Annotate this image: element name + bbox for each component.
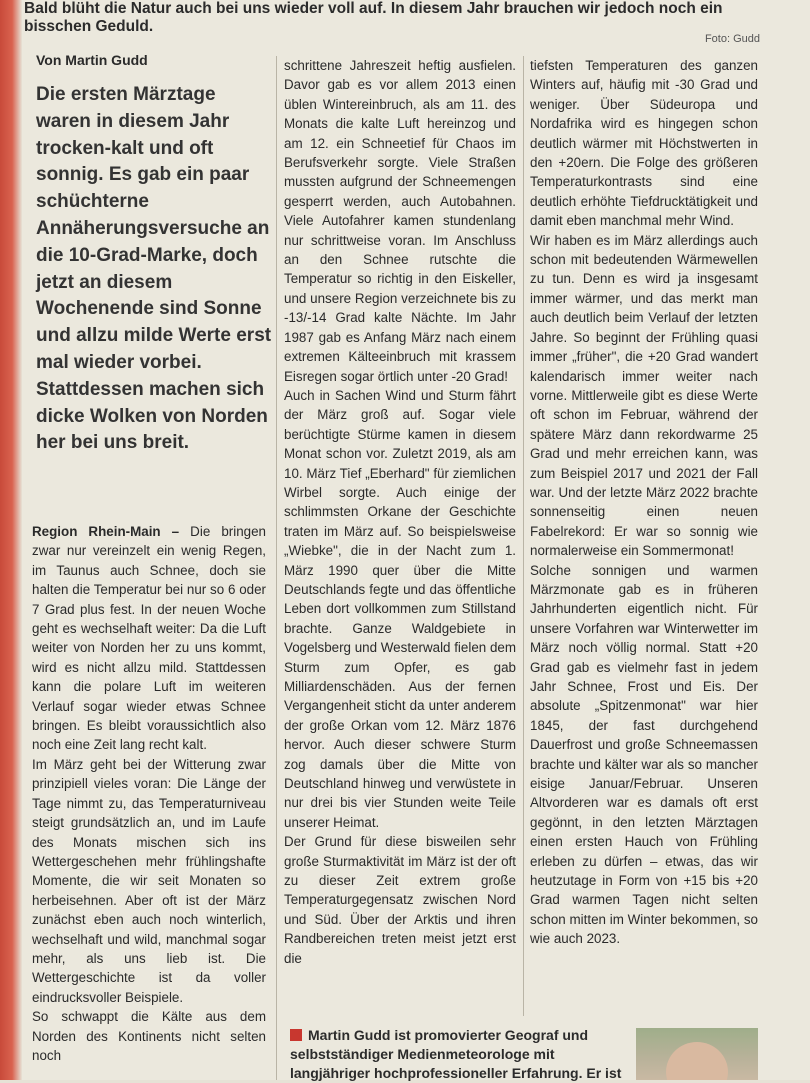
author-photo: [636, 1028, 758, 1080]
column-1-paragraph-1: [32, 522, 266, 755]
author-bio-text: Martin Gudd ist promovierter Geograf und selbstständiger Medienmeteorologe mit langjähriger hochprofessioneller Erfahrung. Er ist: [290, 1027, 622, 1081]
column-divider-1: [276, 56, 277, 1080]
lead-paragraph: Die ersten Märztage waren in diesem Jahr trocken-kalt und oft sonnig. Es gab ein paar schüchterne Annäherungsversuche an die 10-Grad-Marke, doch jetzt an diesem Wochenende sind Sonne und allzu milde Werte erst mal wieder vorbei. Stattdessen machen sich dicke Wolken von Norden her bei uns breit.: [36, 84, 272, 454]
column-2-paragraph-1: schrittene Jahreszeit heftig ausfielen. Davor gab es vor allem 2013 einen üblen Wintereinbruch, als am 11. des Monats die kalte Luft hereinzog und am 12. ein Schneetief für Chaos im Berufsverkehr sorgte. Viele Straßen mussten aufgrund der Schneemengen gesperrt werden, auch Autobahnen. Viele Autofahrer kamen stundenlang nur schrittweise voran. Im Anschluss an den Schnee rutschte die Temperatur so richtig in den Eiskeller, und unsere Region verzeichnete bis zu -13/-14 Grad kalte Nächte. Im Jahr 1987 gab es Anfang März nach einem extremen Kälteeinbruch mit krassem Eisregen sogar örtlich unter -20 Grad!: [284, 58, 516, 384]
dateline: Region Rhein-Main –: [32, 524, 180, 539]
column-3-paragraph-2: Wir haben es im März allerdings auch schon mit bedeutenden Wärmewellen zu tun. Denn es wird ja insgesamt immer wärmer, und das merkt man auch deutlich beim Verlauf der letzten Jahre. So beginnt der Frühling quasi immer „früher", die +20 Grad wandert kalendarisch immer weiter nach vorne. Mittlerweile gibt es diese Werte oft schon im Februar, während der spätere März dann rekordwarme 25 Grad und mehr erreichen kann, was zum Beispiel 2017 und 2021 der Fall war. Und der letzte März 2022 brachte sonnenseitig einen neuen Fabelrekord: Er war so sonnig wie normalerweise ein Sommermonat!: [530, 232, 758, 559]
column-1: [32, 522, 266, 1065]
column-3-paragraph-1: tiefsten Temperaturen des ganzen Winters auf, häufig mit -30 Grad und weniger. Über Südeuropa und Nordafrika wird es hingegen schon deutlich wärmer mit Höchstwerten in den +20ern. Die Folge des größeren Temperaturkontrasts sind eine deutlich erhöhte Tiefdrucktätigkeit und damit eben manchmal mehr Wind.: [530, 58, 758, 229]
photo-caption: Bald blüht die Natur auch bei uns wieder voll auf. In diesem Jahr brauchen wir jedoch noch ein bisschen Geduld.: [24, 0, 723, 35]
photo-credit: Foto: Gudd: [704, 33, 760, 45]
column-divider-2: [523, 56, 524, 1016]
column-1-text-1: Die bringen zwar nur vereinzelt ein wenig Regen, im Taunus auch Schnee, doch sie halten die Temperatur bei nur so 6 oder 7 Grad plus fest. In der neuen Woche geht es wechselhaft weiter: Da die Luft weiter von Norden her zu uns kommt, wird es nicht allzu mild. Stattdessen kann die polare Luft im weiteren Verlauf sogar wieder etwas Schnee bringen. Es bleibt voraussichtlich also noch eine Zeit lang recht kalt.: [32, 524, 266, 753]
author-head-shape: [666, 1042, 728, 1080]
column-2-paragraph-3: Der Grund für diese bisweilen sehr große Sturmaktivität im März ist der oft zu dieser Zeit extrem große Temperaturgegensatz zwischen Nord und Süd. Über der Arktis und ihren Randbereichen treten meist jetzt erst die: [284, 834, 516, 966]
column-3-paragraph-3: Solche sonnigen und warmen Märzmonate gab es in früheren Jahrhunderten eigentlich nicht. Für unsere Vorfahren war Winterwetter im März noch völlig normal. Statt +20 Grad gab es vielmehr fast in jedem Jahr Schnee, Frost und Eis. Der absolute „Spitzenmonat" war hier 1845, der fast durchgehend Dauerfrost und große Schneemassen brachte und kälter war als so mancher eisige Januar/Februar. Unseren Altvorderen war es damals oft erst gegönnt, in den letzten Märztagen einen ersten Hauch von Frühling erleben zu dürfen – etwas, das wir heutzutage in Form von +15 bis +20 Grad warmen Tagen nicht selten schon mitten im Winter bekommen, so wie auch 2023.: [530, 562, 758, 947]
author-bio: [290, 1026, 630, 1083]
column-2: [284, 56, 516, 968]
column-1-paragraph-2: Im März geht bei der Witterung zwar prinzipiell vieles voran: Die Länge der Tage nimmt zu, das Temperaturniveau steigt grundsätzlich an, und im Laufe des Monats mischen sich ins Wettergeschehen mehr frühlingshafte Momente, die wir seit Monaten so herbeisehnen. Aber oft ist der März zunächst eben auch noch winterlich, wechselhaft und wild, manchmal sogar mehr, als uns lieb ist. Die Wettergeschichte ist da voller eindrucksvoller Beispiele.: [32, 756, 266, 1005]
column-3: [530, 56, 758, 949]
column-2-paragraph-2: Auch in Sachen Wind und Sturm fährt der März groß auf. Sogar viele berüchtigte Stürme kamen in diesem Monat schon vor. Zuletzt 2019, als am 10. März Tief „Eberhard" für ziemlichen Wirbel sorgte. Auch einige der schlimmsten Orkane der Geschichte traten im März auf. So beispielsweise „Wiebke", die in der Nacht zum 1. März 1990 quer über die Mitte Deutschlands fegte und das öffentliche Leben dort vollkommen zum Stillstand brachte. Ganze Waldgebiete in Vogelsberg und Westerwald fielen dem Sturm zum Opfer, es gab Milliardenschäden. Aus der fernen Vergangenheit sticht da unter anderem der große Orkan vom 12. März 1876 hervor. Auch dieser schwere Sturm zog damals über die Mitte von Deutschland hinweg und verwüstete in nur drei bis vier Stunden weite Teile unserer Heimat.: [284, 387, 516, 830]
page-edge-strip: [0, 0, 22, 1080]
byline: Von Martin Gudd: [36, 52, 148, 68]
column-1-paragraph-3: So schwappt die Kälte aus dem Norden des Kontinents nicht selten noch: [32, 1009, 266, 1063]
bio-marker-icon: [290, 1029, 302, 1041]
